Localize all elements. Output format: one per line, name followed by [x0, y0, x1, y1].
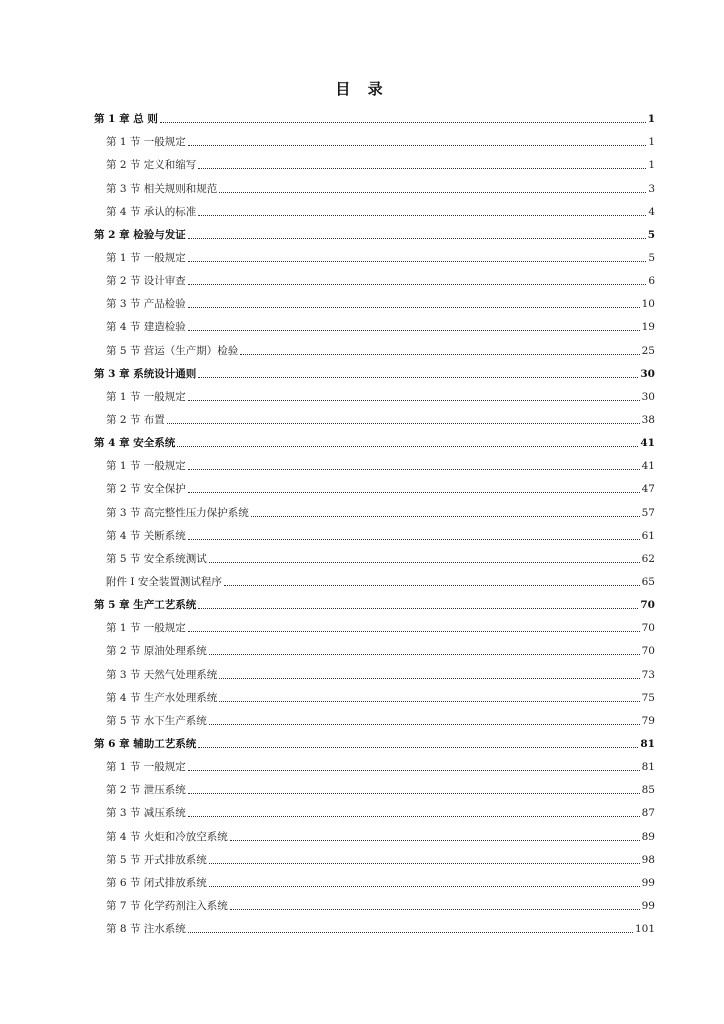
- toc-entry-page-number: 1: [647, 113, 655, 126]
- toc-entry-page-number: 10: [641, 298, 655, 311]
- toc-section-entry[interactable]: [94, 566, 655, 589]
- toc-entry-label: 第 6 章 辅助工艺系统: [94, 737, 197, 750]
- dot-leader: [160, 121, 646, 123]
- dot-leader: [198, 376, 638, 378]
- toc-section-entry[interactable]: [94, 172, 655, 195]
- toc-section-entry[interactable]: [94, 311, 655, 334]
- toc-entry-page-number: 87: [641, 807, 655, 820]
- toc-entry-page-number: 5: [647, 228, 655, 241]
- toc-title: 目 录: [335, 80, 389, 98]
- toc-chapter-entry[interactable]: [94, 358, 655, 381]
- toc-section-entry[interactable]: [94, 820, 655, 843]
- toc-entry-page-number: 5: [648, 251, 655, 264]
- dot-leader: [219, 191, 646, 193]
- toc-entry-label: 第 8 节 注水系统: [106, 923, 186, 936]
- toc-section-entry[interactable]: [94, 913, 655, 936]
- toc-entry-label: 第 1 节 一般规定: [106, 622, 186, 635]
- toc-entry-label: 第 5 节 开式排放系统: [106, 853, 207, 866]
- toc-entry-label: 第 3 节 产品检验: [106, 298, 186, 311]
- toc-entry-page-number: 73: [641, 668, 655, 681]
- toc-chapter-entry[interactable]: [94, 728, 655, 751]
- toc-entry-page-number: 19: [641, 321, 655, 334]
- toc-entry-page-number: 101: [634, 923, 655, 936]
- dot-leader: [230, 908, 640, 910]
- dot-leader: [188, 283, 647, 285]
- toc-section-entry[interactable]: [94, 473, 655, 496]
- toc-entry-page-number: 3: [648, 182, 655, 195]
- dot-leader: [188, 630, 640, 632]
- toc-entry-page-number: 38: [641, 413, 655, 426]
- dot-leader: [230, 839, 640, 841]
- toc-section-entry[interactable]: [94, 774, 655, 797]
- toc-section-entry[interactable]: [94, 520, 655, 543]
- toc-entry-page-number: 25: [641, 344, 655, 357]
- toc-chapter-entry[interactable]: [94, 427, 655, 450]
- dot-leader: [188, 306, 640, 308]
- dot-leader: [209, 862, 640, 864]
- toc-section-entry[interactable]: [94, 867, 655, 890]
- toc-entry-page-number: 79: [641, 714, 655, 727]
- dot-leader: [188, 399, 640, 401]
- toc-entry-label: 第 4 节 承认的标准: [106, 205, 197, 218]
- toc-section-entry[interactable]: [94, 658, 655, 681]
- toc-entry-label: 第 1 节 一般规定: [106, 136, 186, 149]
- toc-entry-label: 附件 I 安全装置测试程序: [106, 575, 222, 588]
- dot-leader: [251, 515, 640, 517]
- dot-leader: [209, 885, 640, 887]
- dot-leader: [188, 237, 646, 239]
- toc-section-entry[interactable]: [94, 635, 655, 658]
- dot-leader: [198, 167, 646, 169]
- toc-entry-label: 第 5 节 安全系统测试: [106, 552, 207, 565]
- toc-section-entry[interactable]: [94, 126, 655, 149]
- toc-entry-page-number: 30: [641, 390, 655, 403]
- toc-entry-page-number: 1: [648, 159, 655, 172]
- toc-entry-label: 第 4 节 生产水处理系统: [106, 691, 218, 704]
- toc-section-entry[interactable]: [94, 705, 655, 728]
- toc-entry-label: 第 2 节 定义和缩写: [106, 159, 197, 172]
- toc-entry-page-number: 57: [641, 506, 655, 519]
- toc-entry-label: 第 1 节 一般规定: [106, 460, 186, 473]
- toc-entry-label: 第 3 章 系统设计通则: [94, 367, 197, 380]
- dot-leader: [240, 353, 639, 355]
- toc-entry-page-number: 4: [648, 205, 655, 218]
- toc-entry-label: 第 3 节 相关规则和规范: [106, 182, 218, 195]
- dot-leader: [219, 700, 639, 702]
- dot-leader: [198, 607, 638, 609]
- toc-entry-label: 第 4 节 建造检验: [106, 321, 186, 334]
- toc-chapter-entry[interactable]: [94, 219, 655, 242]
- toc-entry-page-number: 65: [641, 575, 655, 588]
- toc-entry-label: 第 1 节 一般规定: [106, 390, 186, 403]
- toc-section-entry[interactable]: [94, 381, 655, 404]
- toc-entry-page-number: 70: [641, 622, 655, 635]
- toc-section-entry[interactable]: [94, 890, 655, 913]
- toc-entry-label: 第 5 章 生产工艺系统: [94, 599, 197, 612]
- dot-leader: [188, 931, 633, 933]
- toc-entry-page-number: 47: [641, 483, 655, 496]
- toc-section-entry[interactable]: [94, 242, 655, 265]
- toc-entry-page-number: 62: [641, 552, 655, 565]
- toc-entry-page-number: 61: [641, 529, 655, 542]
- toc-section-entry[interactable]: [94, 682, 655, 705]
- toc-section-entry[interactable]: [94, 797, 655, 820]
- toc-entry-page-number: 70: [641, 645, 655, 658]
- toc-entry-page-number: 41: [640, 437, 655, 450]
- toc-section-entry[interactable]: [94, 844, 655, 867]
- toc-entry-label: 第 1 节 一般规定: [106, 761, 186, 774]
- toc-entry-page-number: 99: [641, 899, 655, 912]
- toc-entry-label: 第 6 节 闭式排放系统: [106, 876, 207, 889]
- toc-entry-page-number: 70: [640, 599, 655, 612]
- dot-leader: [224, 584, 640, 586]
- toc-section-entry[interactable]: [94, 612, 655, 635]
- dot-leader: [188, 329, 640, 331]
- dot-leader: [188, 260, 647, 262]
- dot-leader: [167, 422, 640, 424]
- toc-section-entry[interactable]: [94, 334, 655, 357]
- toc-entry-label: 第 2 节 泄压系统: [106, 784, 186, 797]
- dot-leader: [198, 214, 646, 216]
- toc-entry-label: 第 1 节 一般规定: [106, 251, 186, 264]
- toc-entry-page-number: 89: [641, 830, 655, 843]
- toc-entry-page-number: 81: [640, 737, 655, 750]
- toc-entry-label: 第 3 节 高完整性压力保护系统: [106, 506, 249, 519]
- toc-entry-page-number: 30: [640, 367, 655, 380]
- toc-entry-label: 第 2 节 设计审查: [106, 275, 186, 288]
- toc-entry-label: 第 4 节 火炬和冷放空系统: [106, 830, 228, 843]
- toc-section-entry[interactable]: [94, 149, 655, 172]
- toc-section-entry[interactable]: [94, 751, 655, 774]
- toc-section-entry[interactable]: [94, 496, 655, 519]
- toc-entry-label: 第 2 章 检验与发证: [94, 228, 186, 241]
- dot-leader: [177, 445, 638, 447]
- dot-leader: [188, 468, 640, 470]
- toc-entry-label: 第 2 节 原油处理系统: [106, 645, 207, 658]
- toc-section-entry[interactable]: [94, 288, 655, 311]
- toc-entry-label: 第 2 节 安全保护: [106, 483, 186, 496]
- toc-chapter-entry[interactable]: [94, 589, 655, 612]
- toc-entry-page-number: 1: [648, 136, 655, 149]
- dot-leader: [188, 815, 640, 817]
- dot-leader: [188, 144, 647, 146]
- toc-entry-page-number: 75: [641, 691, 655, 704]
- toc-section-entry[interactable]: [94, 196, 655, 219]
- dot-leader: [209, 723, 640, 725]
- toc-entry-page-number: 85: [641, 784, 655, 797]
- dot-leader: [188, 769, 640, 771]
- toc-entry-page-number: 99: [641, 876, 655, 889]
- toc-entry-label: 第 4 节 关断系统: [106, 529, 186, 542]
- toc-entry-page-number: 98: [641, 853, 655, 866]
- toc-section-entry[interactable]: [94, 404, 655, 427]
- toc-section-entry[interactable]: [94, 450, 655, 473]
- toc-section-entry[interactable]: [94, 543, 655, 566]
- toc-entry-label: 第 5 节 营运（生产期）检验: [106, 344, 239, 357]
- toc-entry-page-number: 6: [648, 275, 655, 288]
- toc-entry-label: 第 2 节 布置: [106, 413, 165, 426]
- toc-entry-label: 第 4 章 安全系统: [94, 437, 176, 450]
- toc-chapter-entry[interactable]: [94, 103, 655, 126]
- dot-leader: [188, 538, 640, 540]
- toc-entry-page-number: 81: [641, 761, 655, 774]
- dot-leader: [188, 792, 640, 794]
- toc-entry-label: 第 7 节 化学药剂注入系统: [106, 899, 228, 912]
- toc-entry-page-number: 41: [641, 460, 655, 473]
- dot-leader: [209, 653, 640, 655]
- dot-leader: [219, 677, 639, 679]
- toc-section-entry[interactable]: [94, 265, 655, 288]
- toc-list: [94, 103, 655, 936]
- toc-entry-label: 第 3 节 天然气处理系统: [106, 668, 218, 681]
- toc-entry-label: 第 1 章 总 则: [94, 113, 158, 126]
- dot-leader: [209, 561, 640, 563]
- toc-entry-label: 第 3 节 减压系统: [106, 807, 186, 820]
- toc-entry-label: 第 5 节 水下生产系统: [106, 714, 207, 727]
- dot-leader: [188, 491, 640, 493]
- dot-leader: [198, 746, 638, 748]
